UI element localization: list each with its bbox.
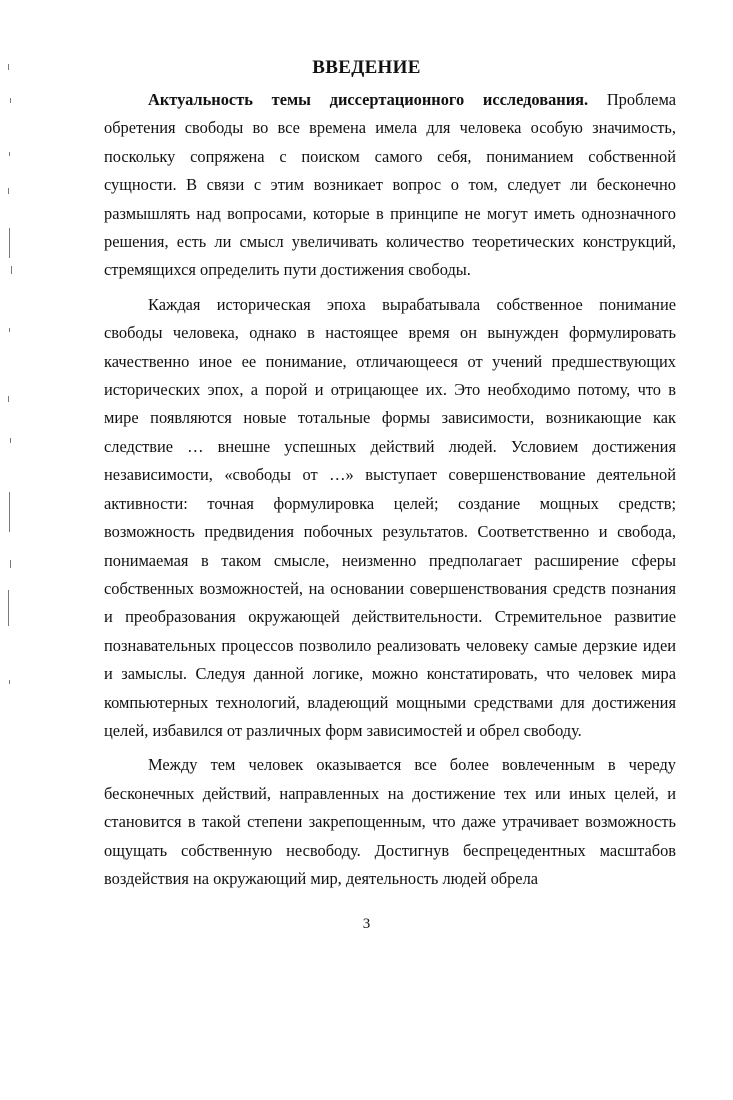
scan-margin-marks [4, 60, 16, 700]
page-number: 3 [362, 916, 371, 932]
paragraph-text: Каждая историческая эпоха вырабатывала собственное понимание свободы человека, однако в настоящее время он вынужден формулировать качественно иное ее понимание, отличающееся от учений предшествующих исторических эпох, а порой и отрицающее их. Это необходимо потому, что в мире появляются новые тотальные формы зависимости, возникающие как следствие … внешне успешных действий людей. Условием достижения независимости, «свободы от …» выступает совершенствование деятельной активности: точная формулировка целей; создание мощных средств; возможность предвидения побочных результатов. Соответственно и свобода, понимаемая в таком смысле, неизменно предполагает расширение сферы собственных возможностей, на основании совершенствования средств познания и преобразования окружающей действительности. Стремительное развитие познавательных процессов позволило реализовать человеку самые дерзкие идеи и замыслы. Следуя данной логике, можно констатировать, что человек мира компьютерных технологий, владеющий мощными средствами для достижения целей, избавился от различных форм зависимостей и обрел свободу. [104, 294, 676, 740]
paragraph-text: Между тем человек оказывается все более вовлеченным в череду бесконечных действий, направленных на достижение тех или иных целей, и становится в такой степени закрепощенным, что даже утрачивает возможность ощущать собственную несвободу. Достигнув беспрецедентных масштабов воздействия на окружающий мир, деятельность людей обрела [104, 755, 676, 888]
paragraph-2 [104, 291, 676, 746]
paragraph-1 [104, 86, 676, 285]
page-title: ВВЕДЕНИЕ [312, 57, 421, 78]
paragraph-3 [104, 751, 676, 893]
paragraph-lead-bold: Актуальность темы диссертационного исследования. [148, 90, 589, 109]
document-body [104, 86, 676, 899]
paragraph-text: Проблема обретения свободы во все времена имела для человека особую значимость, поскольку сопряжена с поиском самого себя, пониманием собственной сущности. В связи с этим возникает вопрос о том, следует ли бесконечно размышлять над вопросами, которые в принципе не могут иметь однозначного решения, есть ли смысл увеличивать количество теоретических конструкций, стремящихся определить пути достижения свободы. [104, 90, 676, 280]
